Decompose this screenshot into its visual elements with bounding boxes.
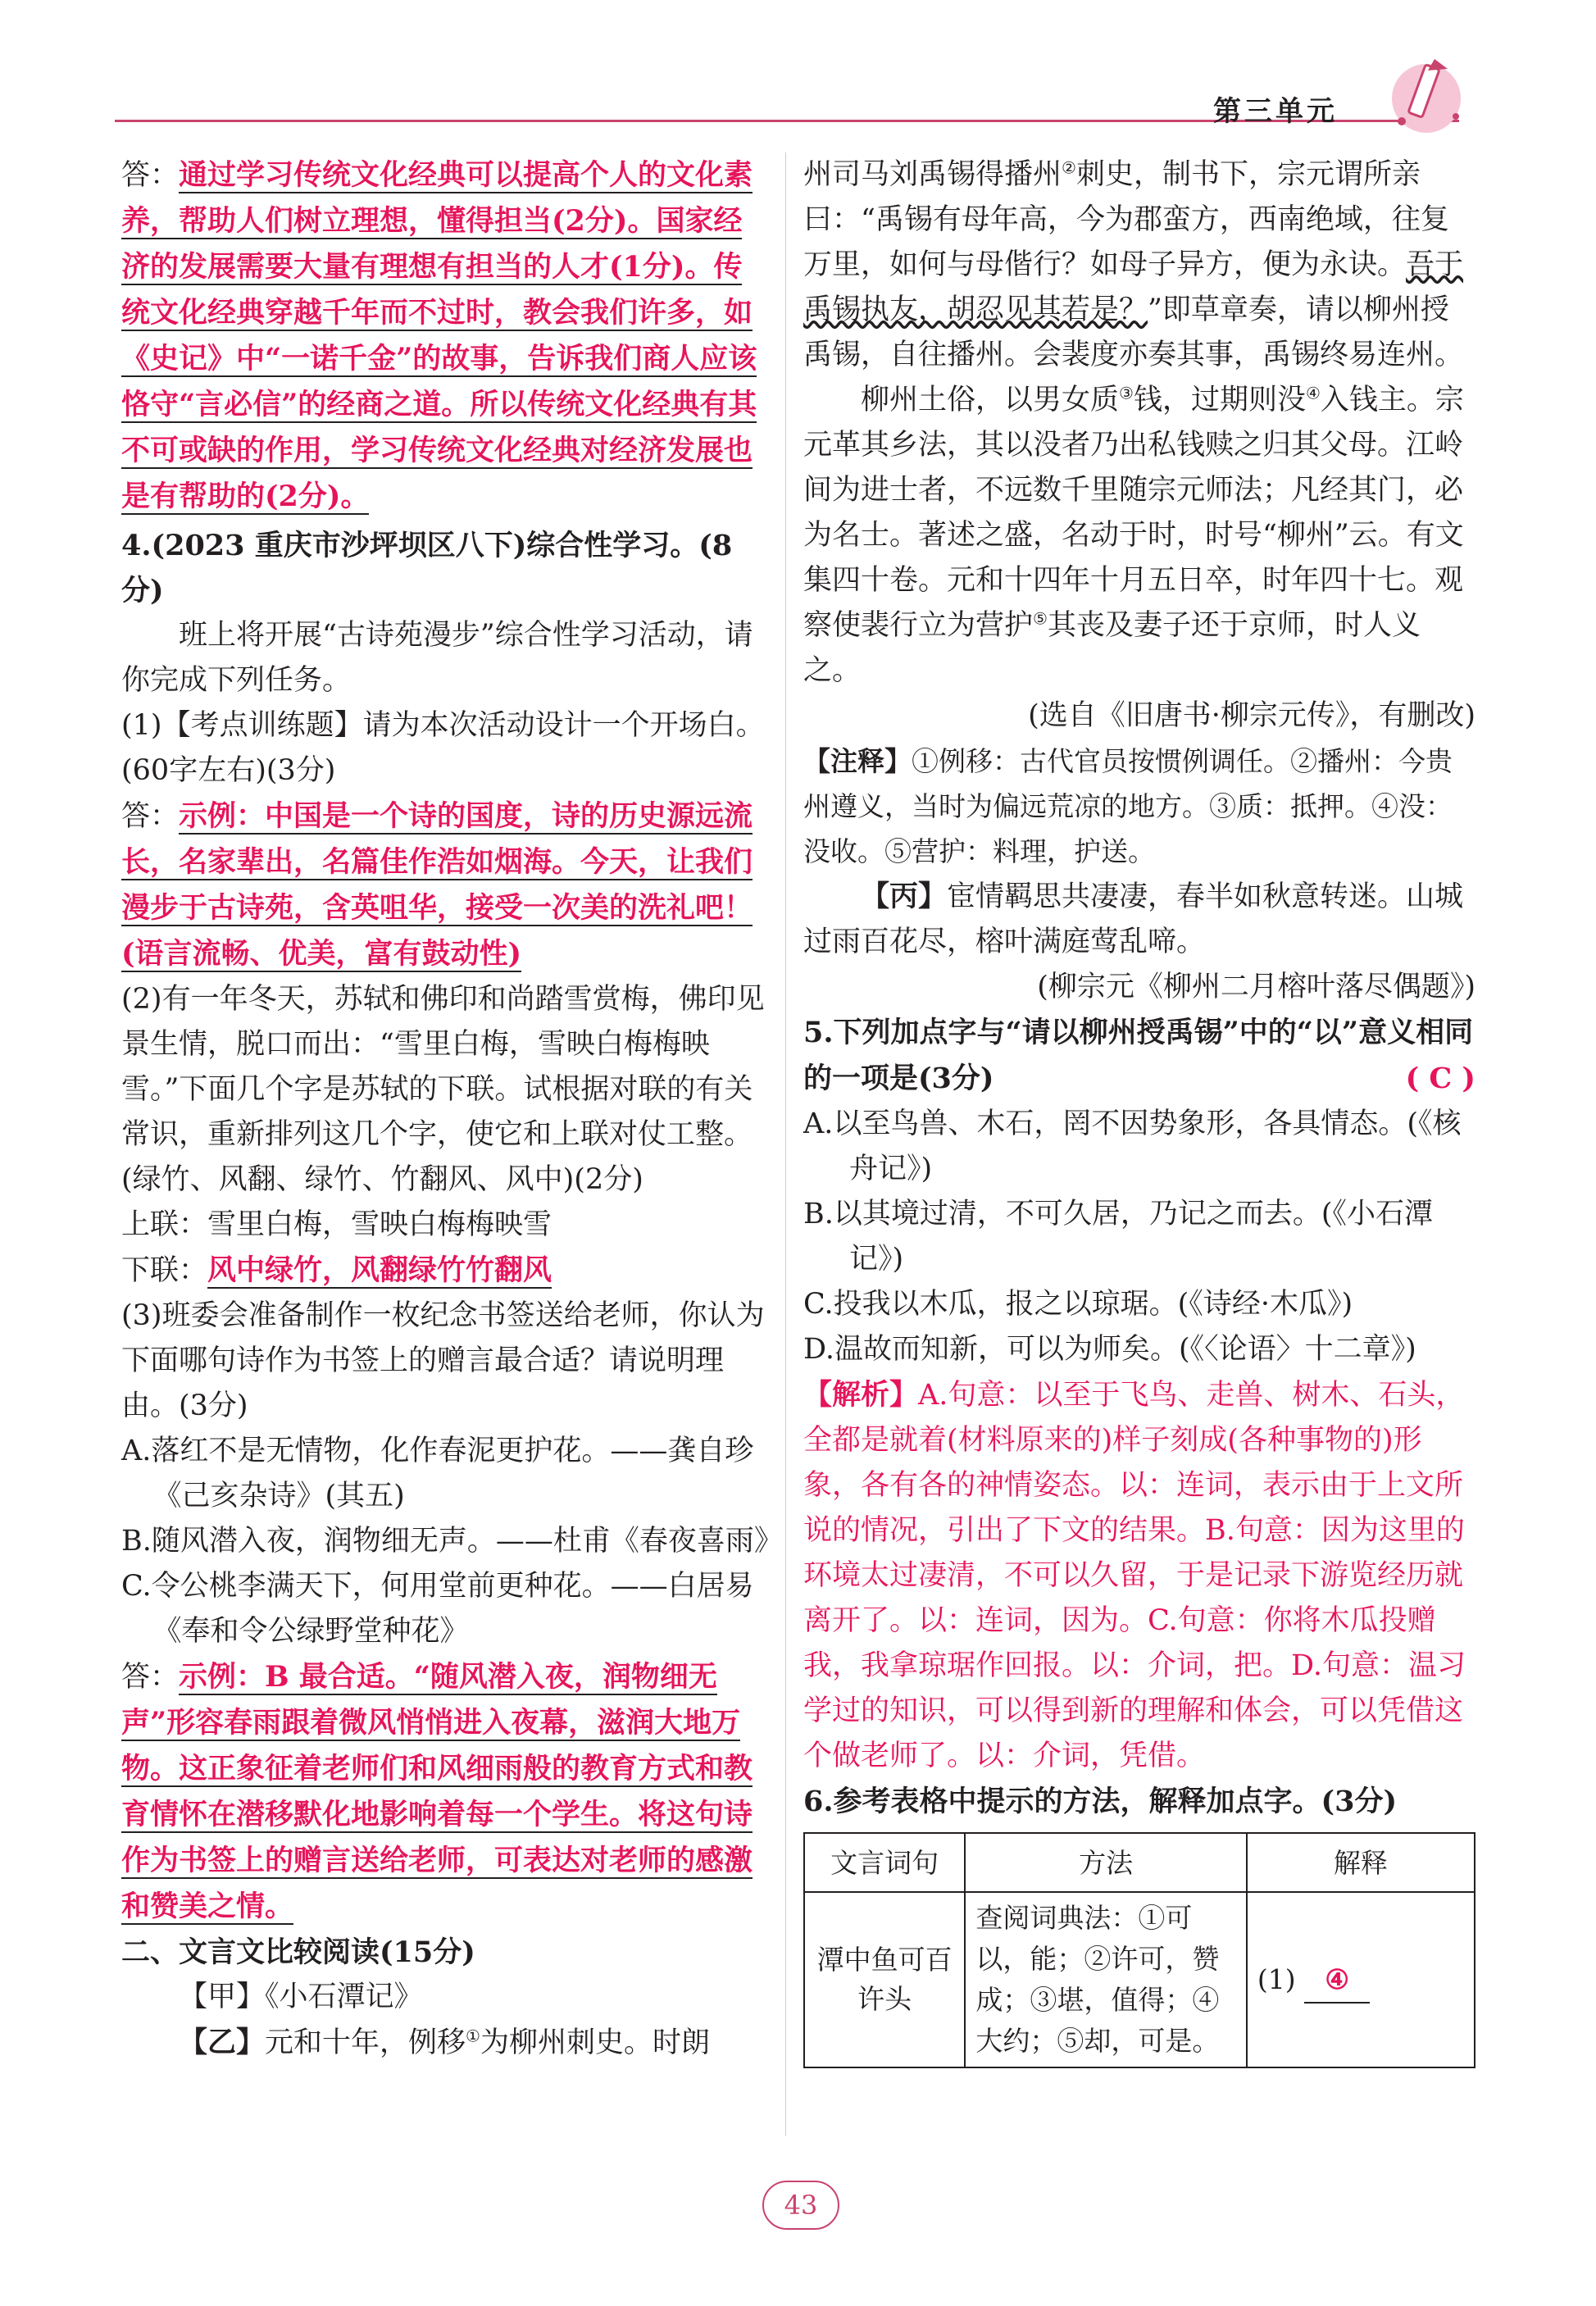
q4-3-option-c: C.令公桃李满天下，何用堂前更种花。——白居易《奉和令公绿野堂种花》 bbox=[121, 1570, 754, 1648]
passage-bing-source: (柳宗元《柳州二月榕叶落尽偶题》) bbox=[1037, 971, 1476, 1003]
analysis: 【解析】A.句意：以至于飞鸟、走兽、树木、石头，全都是就着(材料原来的)样子刻成(各种事物的)形象，各有各的神情姿态。以：连词，表示由于上文所说的情况，引出了下文的结果。B.句意：因为这里的环境太过凄清，不可以久留，于是记录下游览经历就离开了。以：连词，因为。C.句意：你将木瓜投赠我，我拿琼琚作回报。以：介词，把。D.句意：温习学过的知识，可以得到新的理解和体会，可以凭借这个做老师了。以：介词，凭借。 bbox=[803, 1378, 1466, 1772]
q5-answer: ( C ) bbox=[1405, 1062, 1476, 1095]
table-header: 文言词句 bbox=[804, 1833, 965, 1892]
passage-yi-start: 【乙】元和十年，例移①为柳州刺史。时朗 bbox=[179, 2026, 710, 2059]
method-table bbox=[803, 1832, 1476, 2068]
passage-bing: 【丙】宦情羁思共凄凄，春半如秋意转迷。山城过雨百花尽，榕叶满庭莺乱啼。 bbox=[803, 880, 1464, 958]
notes: 【注释】①例移：古代官员按惯例调任。②播州：今贵州遵义，当时为偏远荒凉的地方。③质：抵押。④没：没收。⑤营护：料理，护送。 bbox=[803, 745, 1453, 867]
section-2-title: 二、文言文比较阅读(15分) bbox=[121, 1935, 475, 1969]
q4-1-answer-block: 答：示例：中国是一个诗的国度，诗的历史源远流长，名家辈出，名篇佳作浩如烟海。今天，让我们漫步于古诗苑，含英咀华，接受一次美的洗礼吧！(语言流畅、优美，富有鼓动性) bbox=[121, 799, 753, 971]
passage-yi-p1: 州司马刘禹锡得播州②刺史，制书下，宗元谓所亲曰：“禹锡有母年高，今为郡蛮方，西南绝域，往复万里，如何与母偕行？如母子异方，便为永诀。吾于禹锡执友，胡忍见其若是？”即草章奏，请以柳州授禹锡，自往播州。会裴度亦奏其事，禹锡终易连州。 bbox=[803, 157, 1464, 371]
pencil-decoration-icon bbox=[1377, 49, 1476, 139]
table-row bbox=[804, 1892, 1475, 2067]
table-header-row bbox=[804, 1833, 1475, 1892]
q5: 5.下列加点字与“请以柳州授禹锡”中的“以”意义相同的一项是(3分) ( C ) bbox=[803, 1010, 1476, 1102]
table-cell-method: 查阅词典法：①可以，能；②许可，赞成；③堪，值得；④大约；⑤却，可是。 bbox=[965, 1892, 1247, 2067]
q4-3: (3)班委会准备制作一枚纪念书签送给老师，你认为下面哪句诗作为书签上的赠言最合适？请说明理由。(3分) bbox=[121, 1299, 765, 1422]
q4-2-upper: 上联：雪里白梅，雪映白梅梅映雪 bbox=[121, 1208, 552, 1241]
q3-answer: 通过学习传统文化经典可以提高个人的文化素养，帮助人们树立理想，懂得担当(2分)。国家经济的发展需要大量有理想有担当的人才(1分)。传统文化经典穿越千年而不过时，教会我们许多，如《史记》中“一诺千金”的故事，告诉我们商人应该恪守“言必信”的经商之道。所以传统文化经典有其不可或缺的作用，学习传统文化经典对经济发展也是有帮助的(2分)。 bbox=[121, 158, 757, 513]
q4-3-answer: 示例：B 最合适。“随风潜入夜，润物细无声”形容春雨跟着微风悄悄进入夜幕，滋润大地万物。这正象征着老师们和风细雨般的教育方式和教育情怀在潜移默化地影响着每一个学生。将这句诗作为书签上的赠言送给老师，可表达对老师的感激和赞美之情。 bbox=[121, 1660, 753, 1923]
passage-yi-p2: 柳州土俗，以男女质③钱，过期则没④入钱主。宗元革其乡法，其以没者乃出私钱赎之归其父母。江岭间为进士者，不远数千里随宗元师法；凡经其门，必为名士。著述之盛，名动于时，时号“柳州”云。有文集四十卷。元和十四年十月五日卒，时年四十七。观察使裴行立为营护⑤其丧及妻子还于京师，时人义之。 bbox=[803, 383, 1464, 687]
q4-1: (1)【考点训练题】请为本次活动设计一个开场白。(60字左右)(3分) bbox=[121, 709, 765, 787]
q4-3-answer-block: 答：示例：B 最合适。“随风潜入夜，润物细无声”形容春雨跟着微风悄悄进入夜幕，滋润大地万物。这正象征着老师们和风细雨般的教育方式和教育情怀在潜移默化地影响着每一个学生。将这句诗作为书签上的赠言送给老师，可表达对老师的感激和赞美之情。 bbox=[121, 1660, 753, 1923]
q4-2-lower: 下联：风中绿竹，风翻绿竹竹翻风 bbox=[121, 1253, 552, 1287]
q4-2: (2)有一年冬天，苏轼和佛印和尚踏雪赏梅，佛印见景生情，脱口而出：“雪里白梅，雪映白梅梅映雪。”下面几个字是苏轼的下联。试根据对联的有关常识，重新排列这几个字，使它和上联对仗工整。(绿竹、风翻、绿竹、竹翻风、风中)(2分) bbox=[121, 983, 765, 1196]
unit-title: 第三单元 bbox=[1213, 95, 1338, 128]
q4-3-option-a: A.落红不是无情物，化作春泥更护花。——龚自珍《己亥杂诗》(其五) bbox=[121, 1435, 754, 1512]
right-column bbox=[803, 152, 1476, 2068]
left-column bbox=[121, 152, 783, 2066]
page-number: 43 bbox=[762, 2181, 839, 2230]
passage-yi-source: (选自《旧唐书·柳宗元传》，有删改) bbox=[1028, 699, 1476, 732]
q5-option-c: C.投我以木瓜，报之以琼琚。(《诗经·木瓜》) bbox=[803, 1288, 1353, 1321]
q6-answer: ④ bbox=[1304, 1957, 1370, 2004]
q3-answer-block bbox=[121, 152, 769, 520]
table-header: 方法 bbox=[965, 1833, 1247, 1892]
wavy-underlined-sentence: 吾于禹锡执友，胡忍见其若是？ bbox=[803, 248, 1464, 326]
passage-jia-title: 【甲】《小石潭记》 bbox=[179, 1981, 423, 2013]
q5-option-d: D.温故而知新，可以为师矣。(《〈论语〉十二章》) bbox=[803, 1333, 1416, 1366]
q4-title: 4.(2023 重庆市沙坪坝区八下)综合性学习。(8分) bbox=[121, 529, 733, 607]
table-cell-answer: (1) ④ bbox=[1247, 1892, 1475, 2067]
q5-option-a: A.以至鸟兽、木石，罔不因势象形，各具情态。(《核舟记》) bbox=[803, 1108, 1462, 1185]
answer-label: 答： bbox=[121, 159, 180, 192]
q4-intro: 班上将开展“古诗苑漫步”综合性学习活动，请你完成下列任务。 bbox=[121, 619, 753, 697]
table-cell-phrase: 潭中鱼可百许头 bbox=[804, 1892, 965, 2067]
column-separator bbox=[785, 152, 786, 2136]
q4-3-option-b: B.随风潜入夜，润物细无声。——杜甫《春夜喜雨》 bbox=[121, 1525, 783, 1558]
table-header: 解释 bbox=[1247, 1833, 1475, 1892]
q4-2-lower-answer: 风中绿竹，风翻绿竹竹翻风 bbox=[207, 1253, 552, 1287]
q6: 6.参考表格中提示的方法，解释加点字。(3分) bbox=[803, 1785, 1398, 1818]
q4-1-answer: 示例：中国是一个诗的国度，诗的历史源远流长，名家辈出，名篇佳作浩如烟海。今天，让我们漫步于古诗苑，含英咀华，接受一次美的洗礼吧！(语言流畅、优美，富有鼓动性) bbox=[121, 799, 753, 971]
q5-option-b: B.以其境过清，不可久居，乃记之而去。(《小石潭记》) bbox=[803, 1198, 1434, 1276]
